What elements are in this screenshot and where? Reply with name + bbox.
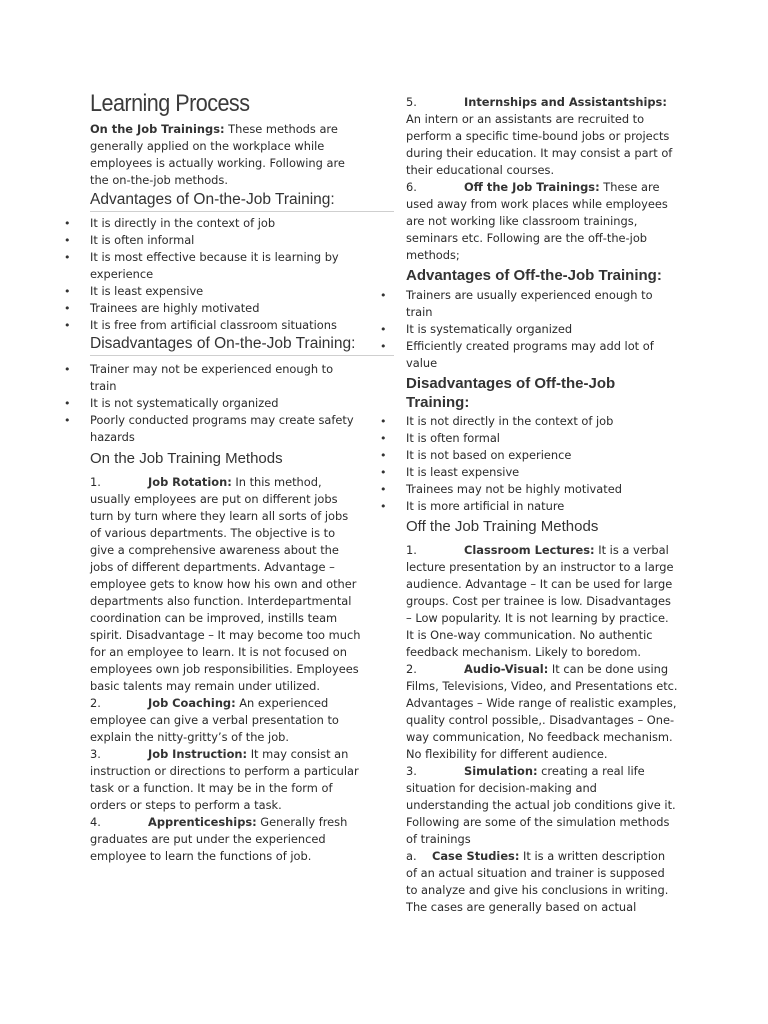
method-label: Case Studies: <box>432 849 520 863</box>
method-number: 5. <box>406 95 417 109</box>
list-item: • It is not systematically organized <box>90 395 362 412</box>
disadvantages-on-the-job-heading: Disadvantages of On-the-Job Training: <box>90 334 394 356</box>
method-item <box>406 94 678 179</box>
list-item: • It is not directly in the context of job <box>406 413 678 430</box>
method-text: It is a written description of an actual situation and trainer is supposed to analyze and give his conclusions in writing. The cases are generally based on actual <box>406 849 669 914</box>
disadvantages-off-the-job-list <box>406 413 678 515</box>
method-text: creating a real life situation for decision-making and understanding the actual job conditions give it. Following are some of the simulation methods of trainings <box>406 764 676 846</box>
advantages-off-the-job-heading: Advantages of Off-the-Job Training: <box>406 267 662 284</box>
list-item: • It is least expensive <box>406 464 678 481</box>
list-item: • Efficiently created programs may add lot of value <box>406 338 678 372</box>
method-label: Apprenticeships: <box>148 815 257 829</box>
method-item <box>406 542 678 661</box>
method-label: Off the Job Trainings: <box>464 180 600 194</box>
list-item: • It is free from artificial classroom situations <box>90 317 362 334</box>
method-text: It can be done using Films, Televisions, Video, and Presentations etc. Advantages – Wide range of realistic examples, quality control possible,. Disadvantages – One-way communication, No feedback mechanism. No flexibility for different audience. <box>406 662 678 761</box>
method-label: Job Instruction: <box>148 747 248 761</box>
method-item <box>90 814 362 865</box>
advantages-on-the-job-list <box>90 215 362 334</box>
list-item: • Poorly conducted programs may create safety hazards <box>90 412 362 446</box>
intro-label: On the Job Trainings: <box>90 122 225 136</box>
method-number: 2. <box>406 662 417 676</box>
list-item: • It is more artificial in nature <box>406 498 678 515</box>
method-number: 2. <box>90 696 101 710</box>
sub-method-item <box>406 848 678 916</box>
page-title: Learning Process <box>90 90 250 117</box>
method-label: Simulation: <box>464 764 538 778</box>
method-text: It is a verbal lecture presentation by an instructor to a large audience. Advantage – It can be used for large groups. Cost per trainee is low. Disadvantages – Low popularity. It is not learning by practice. It is One-way communication. No authentic feedback mechanism. Likely to boredom. <box>406 543 674 659</box>
method-number: 1. <box>406 543 417 557</box>
disadvantages-on-the-job-list <box>90 361 362 446</box>
method-text: An experienced employee can give a verbal presentation to explain the nitty-gritty’s of the job. <box>90 696 339 744</box>
method-number: 3. <box>406 764 417 778</box>
list-item: • It is systematically organized <box>406 321 678 338</box>
method-label: Internships and Assistantships: <box>464 95 667 109</box>
list-item: • Trainees are highly motivated <box>90 300 362 317</box>
list-item: • It is most effective because it is learning by experience <box>90 249 362 283</box>
list-item: • It is directly in the context of job <box>90 215 362 232</box>
method-item <box>406 179 678 264</box>
method-label: Audio-Visual: <box>464 662 549 676</box>
method-label: Job Coaching: <box>148 696 236 710</box>
method-item <box>90 695 362 746</box>
method-number: 1. <box>90 475 101 489</box>
method-text: Generally fresh graduates are put under the experienced employee to learn the functions of job. <box>90 815 348 863</box>
list-item: • Trainers are usually experienced enough to train <box>406 287 678 321</box>
right-column <box>406 94 678 916</box>
method-text: These are used away from work places while employees are not working like classroom trainings, seminars etc. Following are the off-the-job methods; <box>406 180 668 262</box>
advantages-off-the-job-list <box>406 287 678 372</box>
method-number: 4. <box>90 815 101 829</box>
method-label: Job Rotation: <box>148 475 232 489</box>
method-item <box>406 661 678 763</box>
method-item <box>406 763 678 848</box>
method-text: In this method, usually employees are put on different jobs turn by turn where they learn all sorts of jobs of various departments. The objective is to give a comprehensive awareness about the jobs of different departments. Advantage – employee gets to know how his own and other departments also function. Interdepartmental coordination can be improved, instills team spirit. Disadvantage – It may become too much for an employee to learn. It is not focused on employees own job responsibilities. Employees basic talents may remain under utilized. <box>90 475 361 693</box>
method-label: Classroom Lectures: <box>464 543 595 557</box>
on-the-job-intro <box>90 121 362 189</box>
advantages-on-the-job-heading: Advantages of On-the-Job Training: <box>90 190 394 212</box>
list-item: • Trainees may not be highly motivated <box>406 481 678 498</box>
method-number: 6. <box>406 180 417 194</box>
method-number: 3. <box>90 747 101 761</box>
intro-text: These methods are generally applied on the workplace while employees is actually working. Following are the on-the-job methods. <box>90 122 345 187</box>
list-item: • It is not based on experience <box>406 447 678 464</box>
list-item: • It is often informal <box>90 232 362 249</box>
sub-method-letter: a. <box>406 849 417 863</box>
list-item: • It is least expensive <box>90 283 362 300</box>
method-item <box>90 474 362 695</box>
method-text: It may consist an instruction or directions to perform a particular task or a function. It may be in the form of orders or steps to perform a task. <box>90 747 359 812</box>
method-text: An intern or an assistants are recruited to perform a specific time-bound jobs or projects during their education. It may consist a part of their educational courses. <box>406 112 673 177</box>
list-item: • Trainer may not be experienced enough to train <box>90 361 362 395</box>
method-item <box>90 746 362 814</box>
on-the-job-methods-list <box>90 474 362 865</box>
list-item: • It is often formal <box>406 430 678 447</box>
disadvantages-off-the-job-heading: Disadvantages of Off-the-Job Training: <box>406 375 616 411</box>
off-the-job-methods-heading: Off the Job Training Methods <box>406 518 599 535</box>
on-the-job-methods-heading: On the Job Training Methods <box>90 450 283 467</box>
off-the-job-methods-list <box>406 542 678 916</box>
left-column <box>90 121 362 865</box>
